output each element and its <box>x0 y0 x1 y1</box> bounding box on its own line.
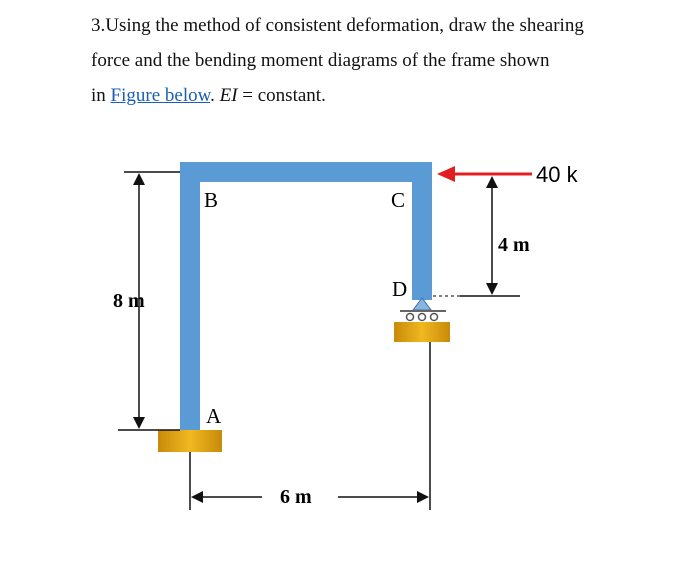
dim-span <box>190 342 430 510</box>
dim-height-label: 8 m <box>113 290 145 312</box>
node-label-d: D <box>392 277 408 301</box>
roller-support-d <box>394 296 460 342</box>
roller-wheel-1 <box>407 314 414 321</box>
dim-span-arrow-left <box>191 491 203 503</box>
dim-offset-label: 4 m <box>498 234 530 256</box>
load-label: 40 k <box>536 162 578 187</box>
dim-span-label: 6 m <box>280 486 312 508</box>
dim-span-arrow-right <box>417 491 429 503</box>
line3-mid: . <box>210 85 220 106</box>
node-label-b: B <box>204 188 219 212</box>
roller-base-block <box>394 322 450 342</box>
fixed-support-a <box>158 430 222 452</box>
node-label-a: A <box>206 404 222 428</box>
node-label-c: C <box>391 188 406 212</box>
load-arrow-head <box>437 166 455 182</box>
column-ab <box>180 162 200 430</box>
line3-suffix: = constant. <box>237 85 326 106</box>
ei-symbol: EI <box>219 85 238 106</box>
problem-line-2: force and the bending moment diagrams of the frame shown <box>91 50 550 71</box>
roller-wheel-3 <box>431 314 438 321</box>
dim-offset-arrow-bottom <box>486 283 498 295</box>
beam-bc <box>180 162 432 182</box>
column-cd <box>412 162 432 300</box>
fixed-support-block <box>158 430 222 452</box>
load-arrow <box>437 166 532 182</box>
problem-line-1: 3.Using the method of consistent deformation, draw the shearing <box>91 15 584 36</box>
figure-link[interactable]: Figure below <box>110 85 211 106</box>
dim-offset-arrow-top <box>486 176 498 188</box>
dim-height-arrow-bottom <box>133 417 145 429</box>
line3-prefix: in <box>91 85 111 106</box>
dim-height-arrow-top <box>133 173 145 185</box>
roller-wheel-2 <box>419 314 426 321</box>
